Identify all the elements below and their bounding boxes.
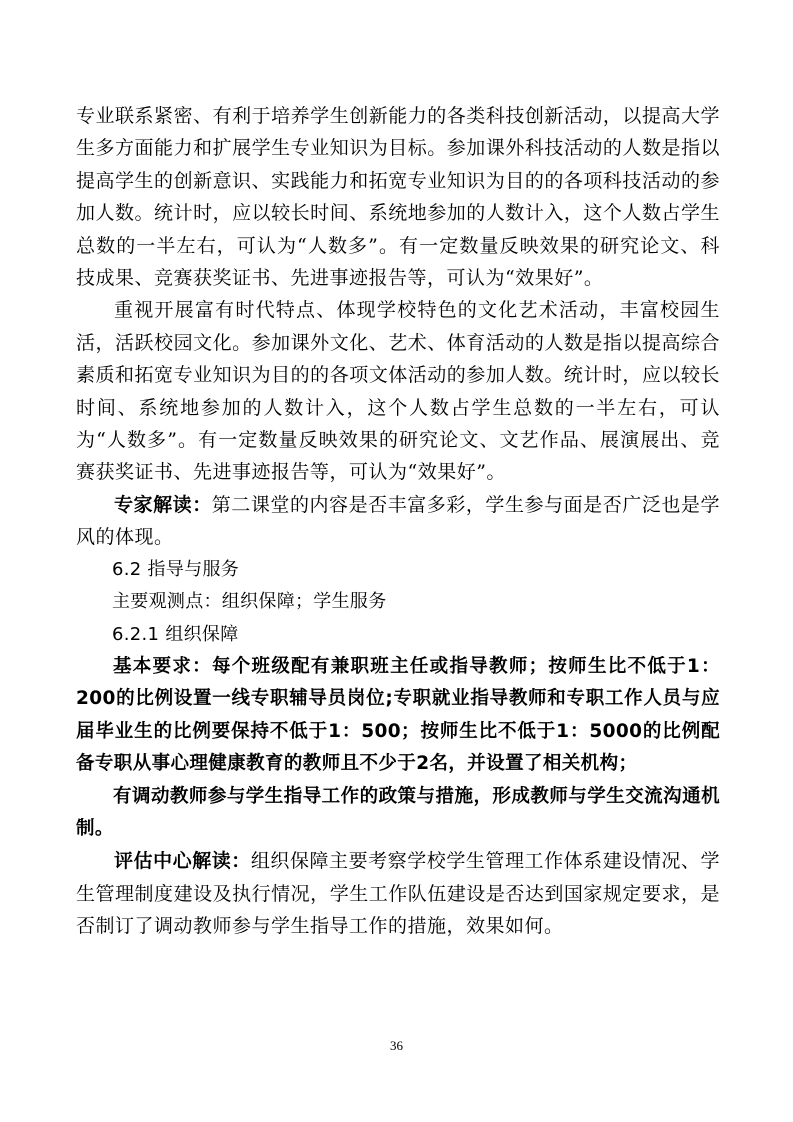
center-interpretation-text: 组织保障主要考察学校学生管理工作体系建设情况、学生管理制度建设及执行情况，学生工作队伍建设是否达到国家规定要求，是否制订了调动教师参与学生指导工作的措施，效果如何。 <box>76 850 720 938</box>
paragraph-teacher-policy: 有调动教师参与学生指导工作的政策与措施，形成教师与学生交流沟通机制。 <box>76 785 720 839</box>
observation-points: 主要观测点：组织保障；学生服务 <box>112 591 387 613</box>
page-number: 36 <box>390 1038 403 1053</box>
section-heading-6-2: 6.2 指导与服务 <box>112 558 240 580</box>
section-heading-6-2-1: 6.2.1 组织保障 <box>112 623 239 645</box>
center-interpretation-label: 评估中心解读： <box>114 850 251 873</box>
paragraph-expert-interpretation <box>76 489 720 554</box>
paragraph-center-interpretation <box>76 845 720 942</box>
expert-interpretation-text: 第二课堂的内容是否丰富多彩，学生参与面是否广泛也是学风的体现。 <box>76 493 720 549</box>
paragraph-cultural-activities: 重视开展富有时代特点、体现学校特色的文化艺术活动，丰富校园生活，活跃校园文化。参加课外文化、艺术、体育活动的人数是指以提高综合素质和拓宽专业知识为目的的各项文体活动的参加人数。统计时，应以较长时间、系统地参加的人数计入，这个人数占学生总数的一半左右，可认为“人数多”。有一定数量反映效果的研究论文、文艺作品、展演展出、竞赛获奖证书、先进事迹报告等，可认为“效果好”。 <box>76 299 720 484</box>
expert-interpretation-label: 专家解读： <box>114 493 212 516</box>
paragraph-basic-requirements: 基本要求：每个班级配有兼职班主任或指导教师；按师生比不低于1：200的比例设置一线专职辅导员岗位;专职就业指导教师和专职工作人员与应届毕业生的比例要保持不低于1：500；按师生比不低于1：5000的比例配备专职从事心理健康教育的教师且不少于2名，并设置了相关机构； <box>76 655 720 775</box>
page-content <box>76 100 720 943</box>
paragraph-science-activities: 专业联系紧密、有利于培养学生创新能力的各类科技创新活动，以提高大学生多方面能力和扩展学生专业知识为目标。参加课外科技活动的人数是指以提高学生的创新意识、实践能力和拓宽专业知识为目的的各项科技活动的参加人数。统计时，应以较长时间、系统地参加的人数计入，这个人数占学生总数的一半左右，可认为“人数多”。有一定数量反映效果的研究论文、科技成果、竞赛获奖证书、先进事迹报告等，可认为“效果好”。 <box>76 105 720 290</box>
